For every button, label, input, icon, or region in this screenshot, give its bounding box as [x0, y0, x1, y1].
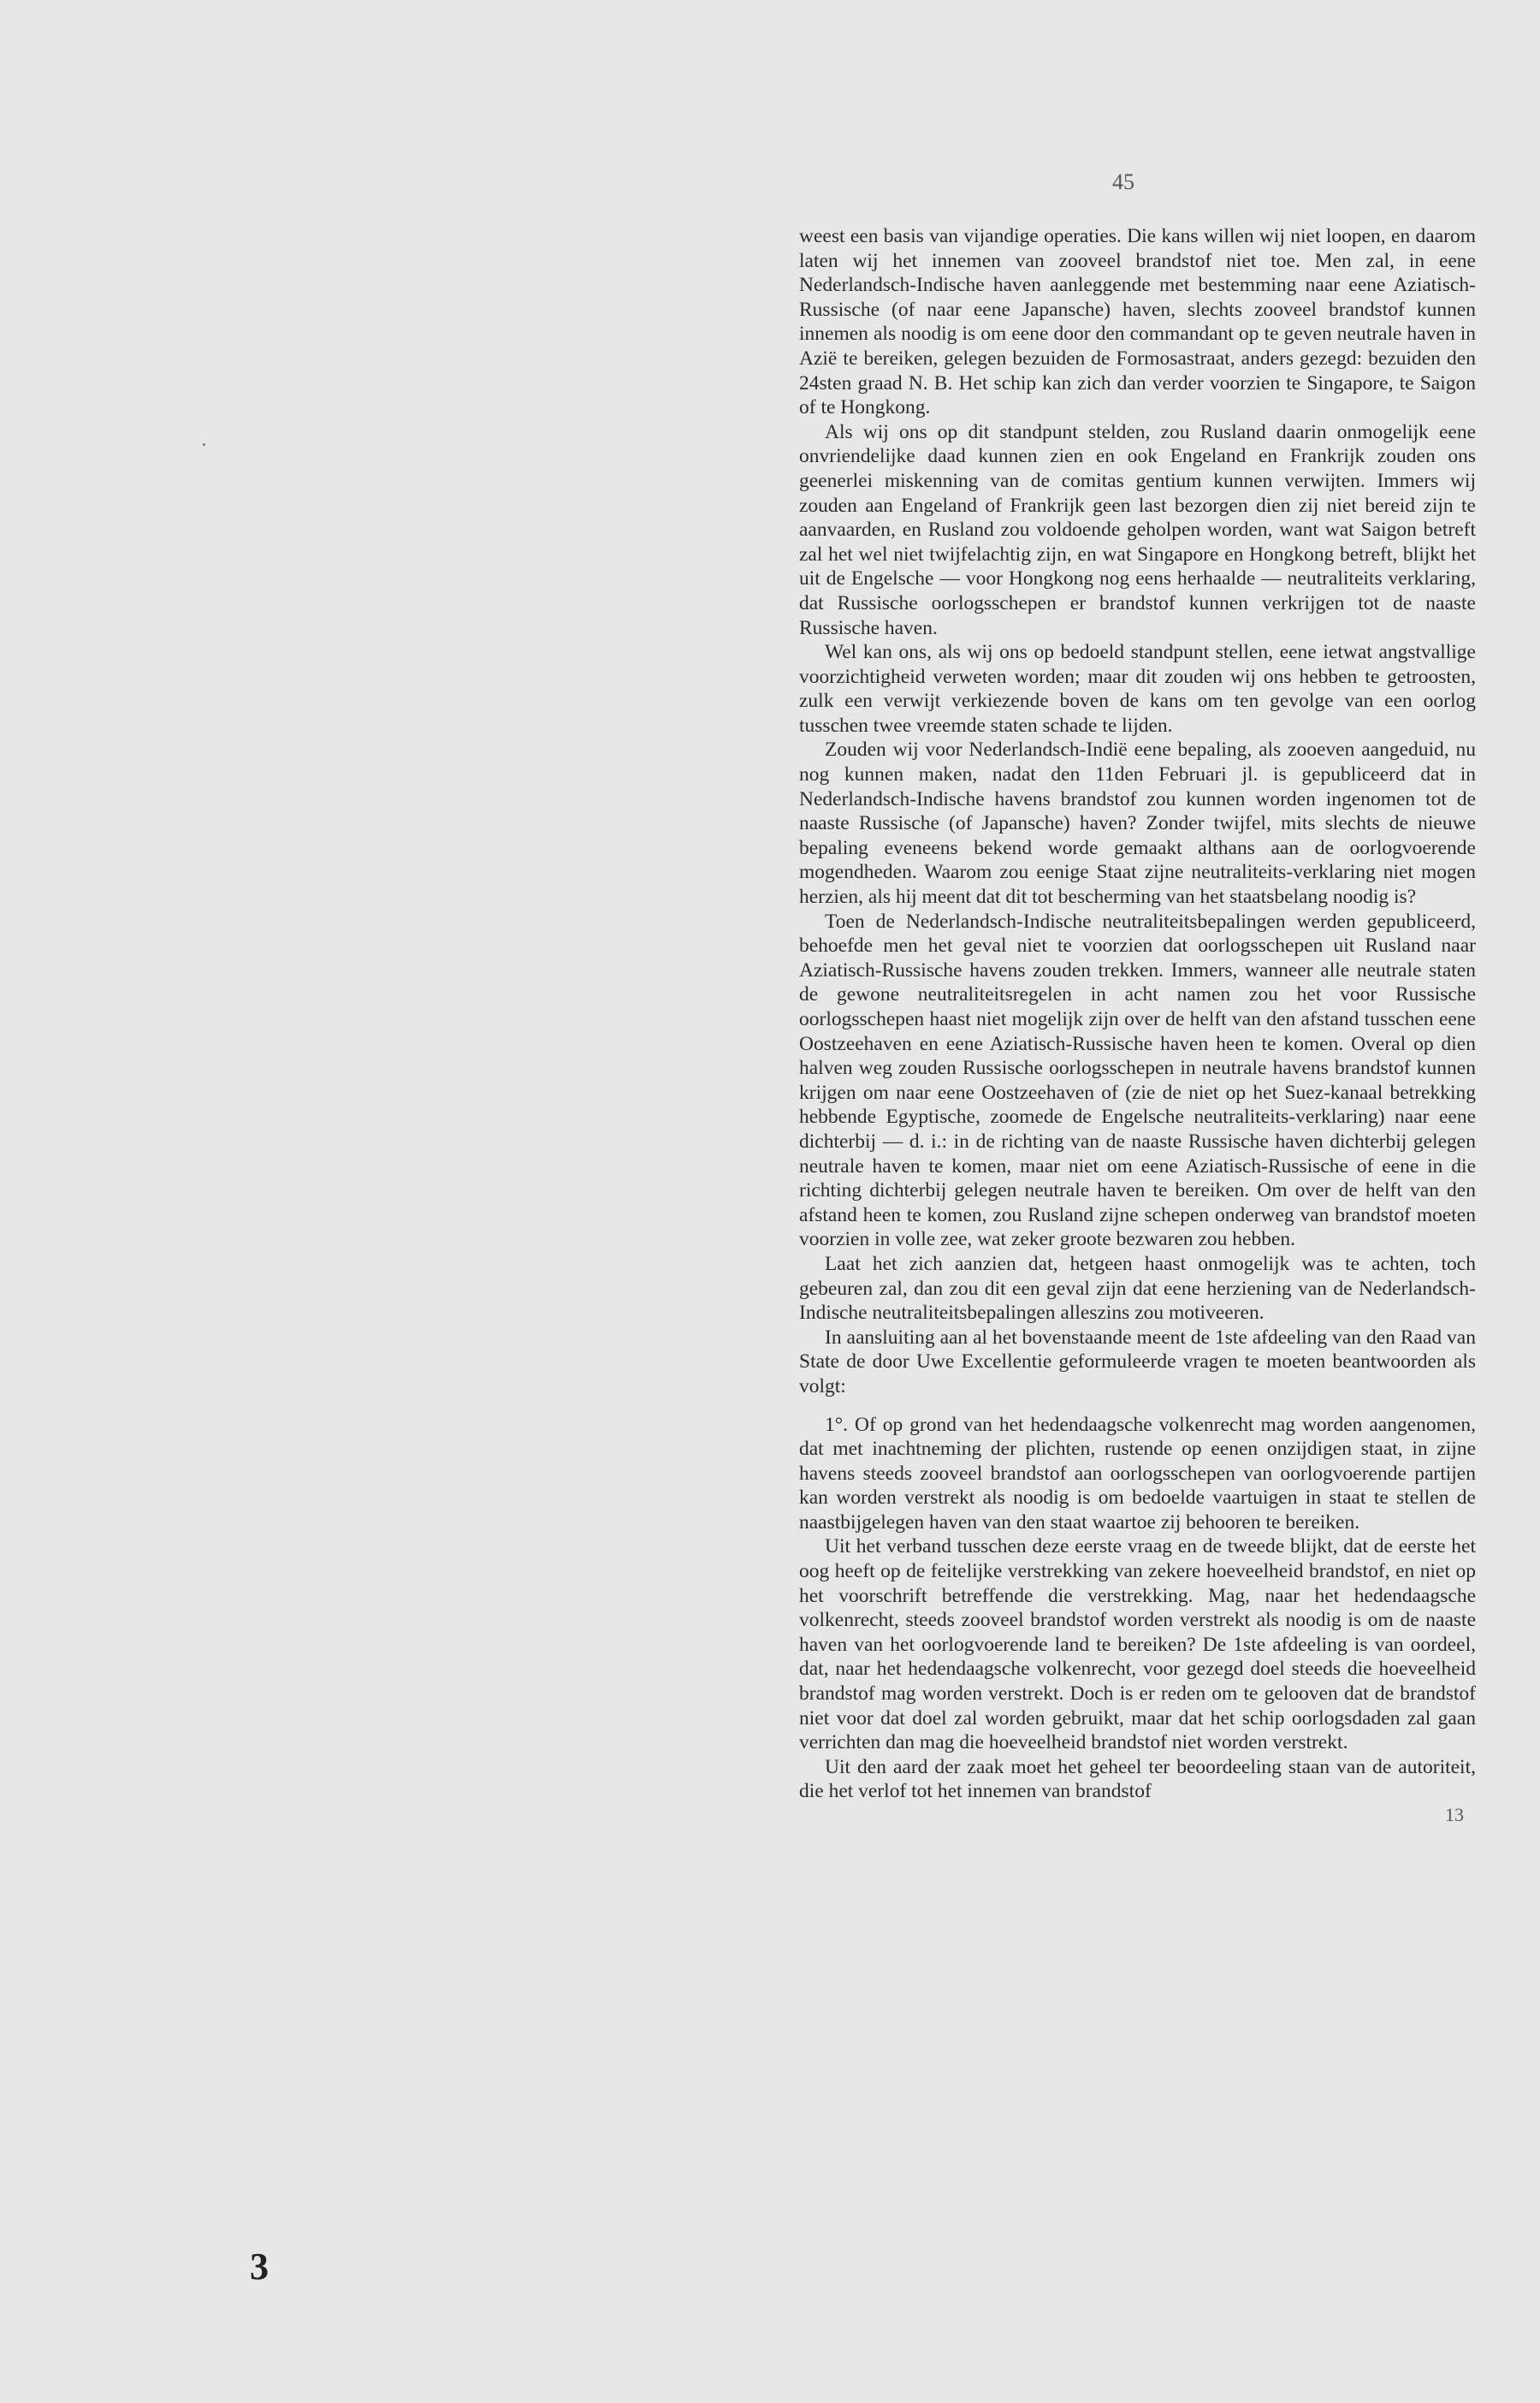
paragraph: Laat het zich aanzien dat, hetgeen haast onmogelijk was te achten, toch gebeuren zal, dan zou dit een geval zijn dat eene herziening van de Nederlandsch-Indische neutraliteitsbepalingen alleszins zou motiveeren. — [799, 1252, 1476, 1325]
paragraph: Zouden wij voor Nederlandsch-Indië eene bepaling, als zooeven aangeduid, nu nog kunnen maken, nadat den 11den Februari jl. is gepubliceerd dat in Nederlandsch-Indische havens brandstof zou kunnen worden ingenomen tot de naaste Russische (of Japansche) haven? Zonder twijfel, mits slechts de nieuwe bepaling eveneens bekend worde gemaakt althans aan de oorlogvoerende mogendheden. Waarom zou eenige Staat zijne neutraliteits-verklaring niet mogen herzien, als hij meent dat dit tot bescherming van het staatsbelang noodig is? — [799, 739, 1476, 909]
main-text-column — [799, 224, 1476, 1826]
paragraph: In aansluiting aan al het bovenstaande meent de 1ste afdeeling van den Raad van State de door Uwe Excellentie geformuleerde vragen te moeten beantwoorden als volgt: — [799, 1326, 1476, 1397]
paragraph: Als wij ons op dit standpunt stelden, zou Rusland daarin onmogelijk eene onvriendelijke daad kunnen zien en ook Engeland en Frankrijk zouden ons geenerlei miskenning van de comitas gentium kunnen verwijten. Immers wij zouden aan Engeland of Frankrijk geen last bezorgen dien zij niet bereid zijn te aanvaarden, en Rusland zou voldoende geholpen worden, want wat Saigon betreft zal het wel niet twijfelachtig zijn, en wat Singapore en Hongkong betreft, blijkt het uit de Engelsche — voor Hongkong nog eens herhaalde — neutraliteits verklaring, dat Russische oorlogsschepen er brandstof kunnen verkrijgen tot de naaste Russische haven. — [799, 420, 1476, 639]
numbered-question: 1°. Of op grond van het hedendaagsche volkenrecht mag worden aangenomen, dat met inachtneming der plichten, rustende op eenen onzijdigen staat, in zijne havens steeds zooveel brandstof aan oorlogsschepen van oorlogvoerende partijen kan worden verstrekt als noodig is om bedoelde vaartuigen in staat te stellen de naastbijgelegen haven van den staat waartoe zij behooren te bereiken. — [799, 1413, 1476, 1534]
paragraph: weest een basis van vijandige operaties. Die kans willen wij niet loopen, en daarom laten wij het innemen van zooveel brandstof niet toe. Men zal, in eene Nederlandsch-Indische haven aanleggende met bestemming naar eene Aziatisch-Russische (of naar eene Japansche) haven, slechts zooveel brandstof kunnen innemen als noodig is om eene door den commandant op te geven neutrale haven in Azië te bereiken, gelegen bezuiden de Formosastraat, anders gezegd: bezuiden den 24sten graad N. B. Het schip kan zich dan verder voorzien te Singapore, te Saigon of te Hongkong. — [799, 225, 1476, 419]
page-number: 45 — [1112, 169, 1134, 194]
paragraph: Toen de Nederlandsch-Indische neutraliteitsbepalingen werden gepubliceerd, behoefde men het geval niet te voorzien dat oorlogsschepen uit Rusland naar Aziatisch-Russische havens zouden trekken. Immers, wanneer alle neutrale staten de gewone neutraliteitsregelen in acht namen zou het voor Russische oorlogsschepen haast niet mogelijk zijn over de helft van den afstand tusschen eene Oostzeehaven en eene Aziatisch-Russische haven heen te komen. Overal op dien halven weg zouden Russische oorlogsschepen in neutrale havens brandstof kunnen krijgen om naar eene Oostzeehaven of (zie de niet op het Suez-kanaal betrekking hebbende Egyptische, zoomede de Engelsche neutraliteits-verklaring) naar eene dichterbij — d. i.: in de richting van de naaste Russische haven dichterbij gelegen neutrale haven te komen, maar niet om eene Aziatisch-Russische of eene in die richting dichterbij gelegen neutrale haven te bereiken. Om over de helft van den afstand heen te komen, zou Rusland zijne schepen onderweg van brandstof moeten voorzien in volle zee, wat zeker groote bezwaren zou hebben. — [799, 910, 1476, 1251]
paper-speck — [203, 443, 205, 446]
paragraph: Uit het verband tusschen deze eerste vraag en de tweede blijkt, dat de eerste het oog heeft op de feitelijke verstrekking van zekere hoeveelheid brandstof, en niet op het voorschrift betreffende die verstrekking. Mag, naar het hedendaagsche volkenrecht, steeds zooveel brandstof worden verstrekt als noodig is om de naaste haven van het oorlogvoerende land te bereiken? De 1ste afdeeling is van oordeel, dat, naar het hedendaagsche volkenrecht, voor gezegd doel steeds die hoeveelheid brandstof mag worden verstrekt. Doch is er reden om te gelooven dat de brandstof niet voor dat doel zal worden gebruikt, maar dat het schip oorlogsdaden zal gaan verrichten dan mag die hoeveelheid brandstof niet worden verstrekt. — [799, 1535, 1476, 1754]
paragraph: Uit den aard der zaak moet het geheel ter beoordeeling staan van de autoriteit, die het verlof tot het innemen van brandstof — [799, 1755, 1476, 1803]
sheet-number: 3 — [250, 2246, 269, 2287]
paragraph: Wel kan ons, als wij ons op bedoeld standpunt stellen, eene ietwat angstvallige voorzichtigheid verweten worden; maar dit zouden wij ons hebben te getroosten, zulk een verwijt verkiezende boven de kans om ten gevolge van een oorlog tusschen twee vreemde staten schade te lijden. — [799, 641, 1476, 737]
signature-mark: 13 — [1445, 1804, 1464, 1825]
